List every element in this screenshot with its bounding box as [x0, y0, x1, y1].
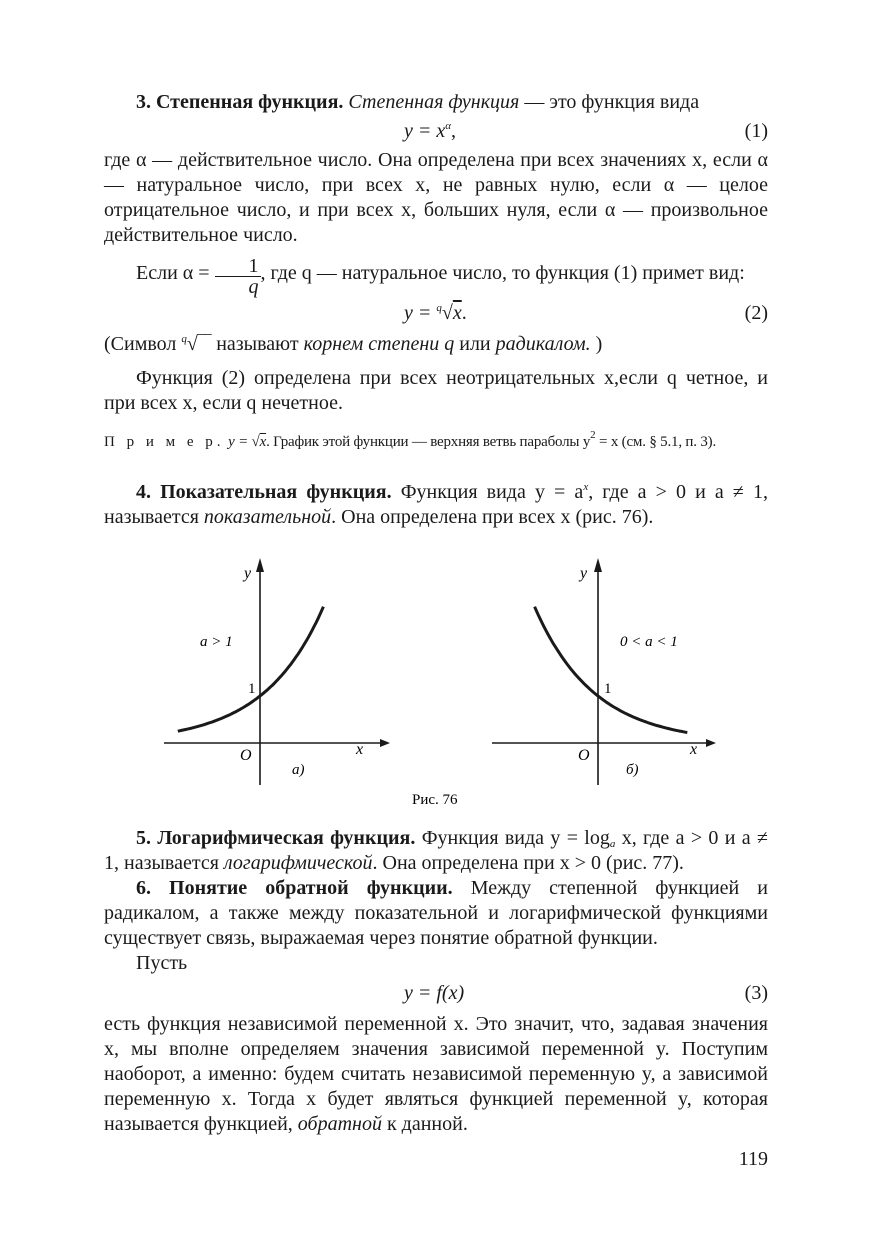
condition-right: 0 < a < 1	[620, 634, 678, 650]
page-number: 119	[738, 1148, 768, 1170]
section6-para: есть функция независимой переменной x. Это значит, что, задавая значения x, мы вполне определяем значения зависимой переменной y. Поступим наоборот, а именно: будем считать независимой переменную y, а зависимой переменную x. Тогда x будет являться функцией переменной y, которая называется функцией, обратной к данной.	[104, 1013, 768, 1135]
curve-a-less-1	[535, 607, 688, 733]
graph-left	[164, 558, 390, 785]
formula-3-expr: y = f(x)	[404, 982, 465, 1004]
formula-2-expr: y = $^q$√x.	[404, 302, 467, 324]
figure-caption: Рис. 76	[412, 792, 458, 808]
formula-2	[104, 302, 768, 328]
section6-heading: 6. Понятие обратной функции.	[136, 877, 453, 899]
x-label-left: x	[356, 741, 364, 758]
y-label-left: y	[244, 565, 252, 582]
root-index: q	[436, 302, 442, 314]
one-label-left: 1	[248, 681, 256, 697]
section6-let: Пусть	[136, 952, 188, 974]
sublabel-b: б)	[626, 762, 639, 778]
section3-heading: 3. Степенная функция.	[136, 91, 344, 113]
radical-symbol-note: (Символ $^q$√‾‾ называют корнем степени q или радикалом. )	[104, 333, 603, 355]
formula-3-number: (3)	[744, 982, 768, 1004]
section3-term: Степенная функция	[348, 91, 520, 113]
section5-heading: 5. Логарифмическая функция.	[136, 827, 416, 849]
y-arrow-right	[594, 558, 602, 572]
formula-3	[104, 982, 768, 1008]
formula-1-expr: $y = x^\alpha$,	[404, 120, 457, 142]
example: П р и м е р. y = √x. График этой функции — верхняя ветвь параболы $y^2 = x$ (см. § 5.1, п. 3).	[104, 429, 716, 450]
section4-heading: 4. Показательная функция.	[136, 481, 392, 503]
page	[104, 0, 768, 1239]
section4-text: 4. Показательная функция. Функция вида $y = a^x$, где a > 0 и a ≠ 1, называется показательной. Она определена при всех x (рис. 76).	[104, 481, 768, 528]
section3-intro	[104, 90, 768, 115]
section3-para1: где α — действительное число. Она определена при всех значениях x, если α — натуральное число, при всех x, не равных нулю, если α — целое отрицательное число, и при всех x, больших нуля, если α — произвольное действительное число.	[104, 149, 768, 246]
curve-a-greater-1	[178, 607, 324, 732]
origin-right: O	[578, 747, 590, 764]
y-arrow-left	[256, 558, 264, 572]
condition-left: a > 1	[200, 634, 233, 650]
radical-symbol-icon: $^q$√‾‾	[181, 333, 212, 355]
one-label-right: 1	[604, 681, 612, 697]
graph-right	[492, 558, 716, 785]
x-arrow-left	[380, 739, 390, 747]
formula-1-number: (1)	[744, 120, 768, 142]
x-label-right: x	[690, 741, 698, 758]
origin-left: O	[240, 747, 252, 764]
y-label-right: y	[580, 565, 588, 582]
x-arrow-right	[706, 739, 716, 747]
section3-para3: Функция (2) определена при всех неотрицательных x,если q четное, и при всех x, если q нечетное.	[104, 367, 768, 414]
section3-para2: Если α = $\frac{1}{q}$ , где q — натуральное число, то функция (1) примет вид:	[136, 255, 745, 298]
formula-1	[104, 120, 768, 146]
section3-intro-text: — это функция вида	[519, 91, 700, 113]
sublabel-a: а)	[292, 762, 305, 778]
section6-text: 6. Понятие обратной функции. Между степенной функцией и радикалом, а также между показательной и логарифмической функциями существует связь, выражаемая через понятие обратной функции.	[104, 877, 768, 949]
section5-text: 5. Логарифмическая функция. Функция вида $y = \log_a x$, где a > 0 и a ≠ 1, называется логарифмической. Она определена при x > 0 (рис. 77).	[104, 827, 768, 874]
fraction-1-over-q: $\frac{1}{q}$	[215, 256, 261, 297]
formula-2-number: (2)	[744, 302, 768, 324]
figure-76	[160, 550, 720, 810]
